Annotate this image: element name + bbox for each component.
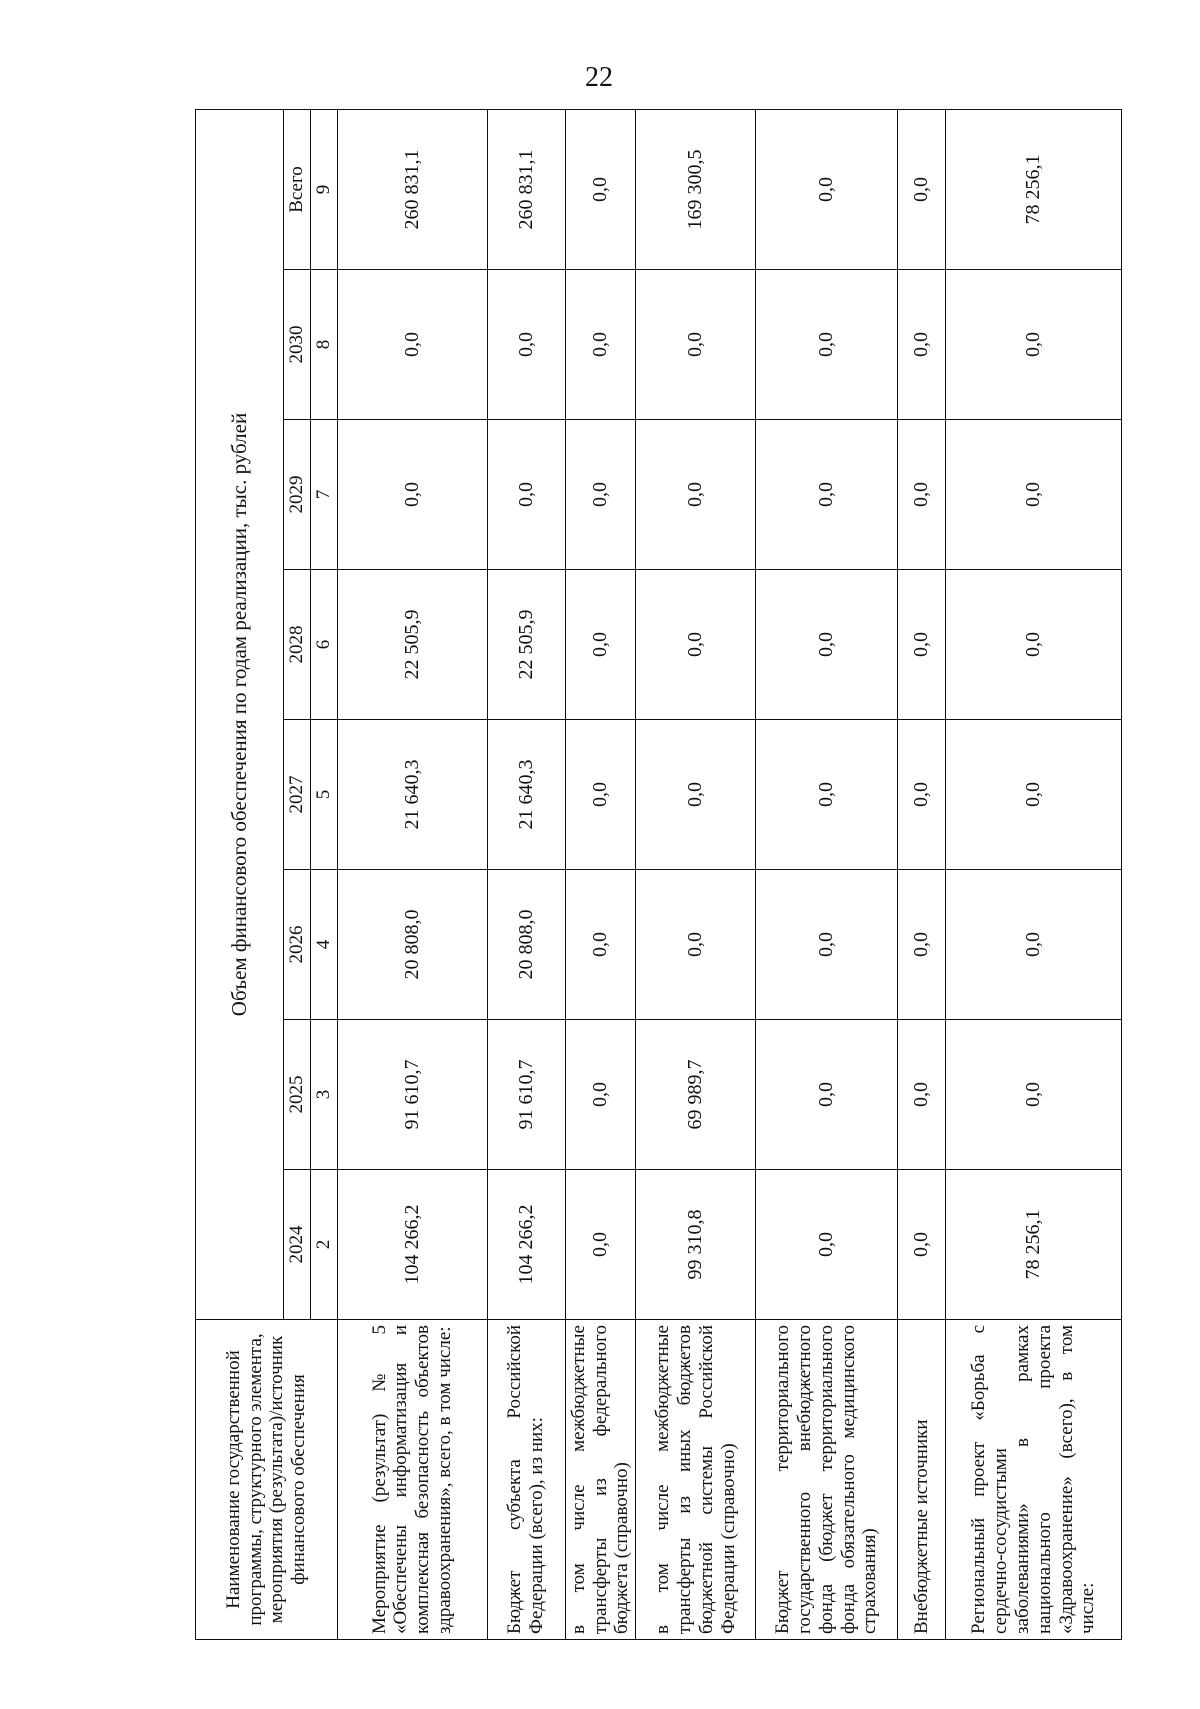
- total-value-cell: 260 831,1: [337, 109, 487, 269]
- year-value-cell: 0,0: [946, 270, 1122, 420]
- financing-table: [195, 109, 1122, 1640]
- year-value-cell: 0,0: [487, 270, 565, 420]
- table-row: [756, 109, 898, 1639]
- year-value-cell: 22 505,9: [487, 570, 565, 720]
- total-value-cell: 0,0: [756, 109, 898, 269]
- year-value-cell: 21 640,3: [487, 720, 565, 870]
- year-value-cell: 0,0: [756, 1170, 898, 1320]
- table-row: [337, 109, 487, 1639]
- year-value-cell: 0,0: [337, 270, 487, 420]
- year-value-cell: 91 610,7: [487, 1020, 565, 1170]
- year-value-cell: 0,0: [565, 1020, 636, 1170]
- total-value-cell: 78 256,1: [946, 109, 1122, 269]
- year-header: 2029: [284, 420, 311, 570]
- year-value-cell: 0,0: [898, 570, 946, 720]
- year-value-cell: 0,0: [898, 270, 946, 420]
- year-value-cell: 0,0: [756, 720, 898, 870]
- year-value-cell: 0,0: [756, 570, 898, 720]
- row-name: Региональный проект «Борьба с сердечно-сосудистыми заболеваниями» в рамках национального проекта «Здравоохранение» (всего), в том числе:: [946, 1320, 1122, 1640]
- year-value-cell: 0,0: [898, 1020, 946, 1170]
- total-value-cell: 169 300,5: [636, 109, 756, 269]
- year-value-cell: 0,0: [756, 1020, 898, 1170]
- year-value-cell: 0,0: [636, 870, 756, 1020]
- year-value-cell: 0,0: [946, 720, 1122, 870]
- year-value-cell: 0,0: [636, 570, 756, 720]
- year-header-total: Всего: [284, 109, 311, 269]
- column-number: 4: [310, 870, 337, 1020]
- year-header: 2025: [284, 1020, 311, 1170]
- year-value-cell: 0,0: [487, 420, 565, 570]
- column-number: 7: [310, 420, 337, 570]
- year-value-cell: 0,0: [636, 420, 756, 570]
- year-value-cell: 104 266,2: [337, 1170, 487, 1320]
- year-value-cell: 20 808,0: [337, 870, 487, 1020]
- year-value-cell: 0,0: [898, 420, 946, 570]
- column-number: 8: [310, 270, 337, 420]
- year-value-cell: 22 505,9: [337, 570, 487, 720]
- table-row: [565, 109, 636, 1639]
- year-value-cell: 0,0: [946, 870, 1122, 1020]
- year-value-cell: 0,0: [756, 870, 898, 1020]
- year-value-cell: 0,0: [337, 420, 487, 570]
- rotated-table-container: [195, 110, 1105, 1640]
- table-row: [898, 109, 946, 1639]
- table-row: [487, 109, 565, 1639]
- year-value-cell: 0,0: [898, 720, 946, 870]
- year-value-cell: 0,0: [565, 1170, 636, 1320]
- table-row: [946, 109, 1122, 1639]
- year-value-cell: 99 310,8: [636, 1170, 756, 1320]
- row-name: Бюджет территориального государственного внебюджетного фонда (бюджет территориального фонда обязательного медицинского страхования): [756, 1320, 898, 1640]
- year-header: 2028: [284, 570, 311, 720]
- total-value-cell: 0,0: [898, 109, 946, 269]
- column-number: 5: [310, 720, 337, 870]
- row-name: в том числе межбюджетные трансферты из федерального бюджета (справочно): [565, 1320, 636, 1640]
- year-value-cell: 0,0: [898, 870, 946, 1020]
- total-value-cell: 260 831,1: [487, 109, 565, 269]
- page-number: 22: [585, 62, 613, 93]
- name-column-header: Наименование государственной программы, структурного элемента, мероприятия (результата)/источник финансового обеспечения: [196, 1320, 338, 1640]
- total-value-cell: 0,0: [565, 109, 636, 269]
- year-value-cell: 91 610,7: [337, 1020, 487, 1170]
- year-header: 2024: [284, 1170, 311, 1320]
- column-number: 9: [310, 109, 337, 269]
- year-value-cell: 0,0: [946, 1020, 1122, 1170]
- year-value-cell: 21 640,3: [337, 720, 487, 870]
- column-number: 2: [310, 1170, 337, 1320]
- column-number: 3: [310, 1020, 337, 1170]
- year-value-cell: 69 989,7: [636, 1020, 756, 1170]
- year-value-cell: 0,0: [565, 870, 636, 1020]
- year-value-cell: 0,0: [565, 720, 636, 870]
- row-name: Мероприятие (результат) № 5 «Обеспечены информатизация и комплексная безопасность объектов здравоохранения», всего, в том числе:: [337, 1320, 487, 1640]
- year-value-cell: 0,0: [565, 270, 636, 420]
- year-value-cell: 0,0: [946, 570, 1122, 720]
- year-header: 2030: [284, 270, 311, 420]
- year-header: 2027: [284, 720, 311, 870]
- year-value-cell: 0,0: [636, 270, 756, 420]
- column-number: 6: [310, 570, 337, 720]
- year-value-cell: 0,0: [898, 1170, 946, 1320]
- year-value-cell: 0,0: [756, 420, 898, 570]
- table-row: [636, 109, 756, 1639]
- year-value-cell: 0,0: [636, 720, 756, 870]
- volume-header: Объем финансового обеспечения по годам реализации, тыс. рублей: [196, 109, 284, 1319]
- year-value-cell: 20 808,0: [487, 870, 565, 1020]
- header-row-title: [196, 109, 284, 1639]
- year-value-cell: 0,0: [565, 420, 636, 570]
- year-header: 2026: [284, 870, 311, 1020]
- year-value-cell: 0,0: [946, 420, 1122, 570]
- year-value-cell: 78 256,1: [946, 1170, 1122, 1320]
- row-name: в том числе межбюджетные трансферты из иных бюджетов бюджетной системы Российской Федерации (справочно): [636, 1320, 756, 1640]
- year-value-cell: 0,0: [565, 570, 636, 720]
- row-name: Бюджет субъекта Российской Федерации (всего), из них:: [487, 1320, 565, 1640]
- year-value-cell: 0,0: [756, 270, 898, 420]
- year-value-cell: 104 266,2: [487, 1170, 565, 1320]
- row-name: Внебюджетные источники: [898, 1320, 946, 1640]
